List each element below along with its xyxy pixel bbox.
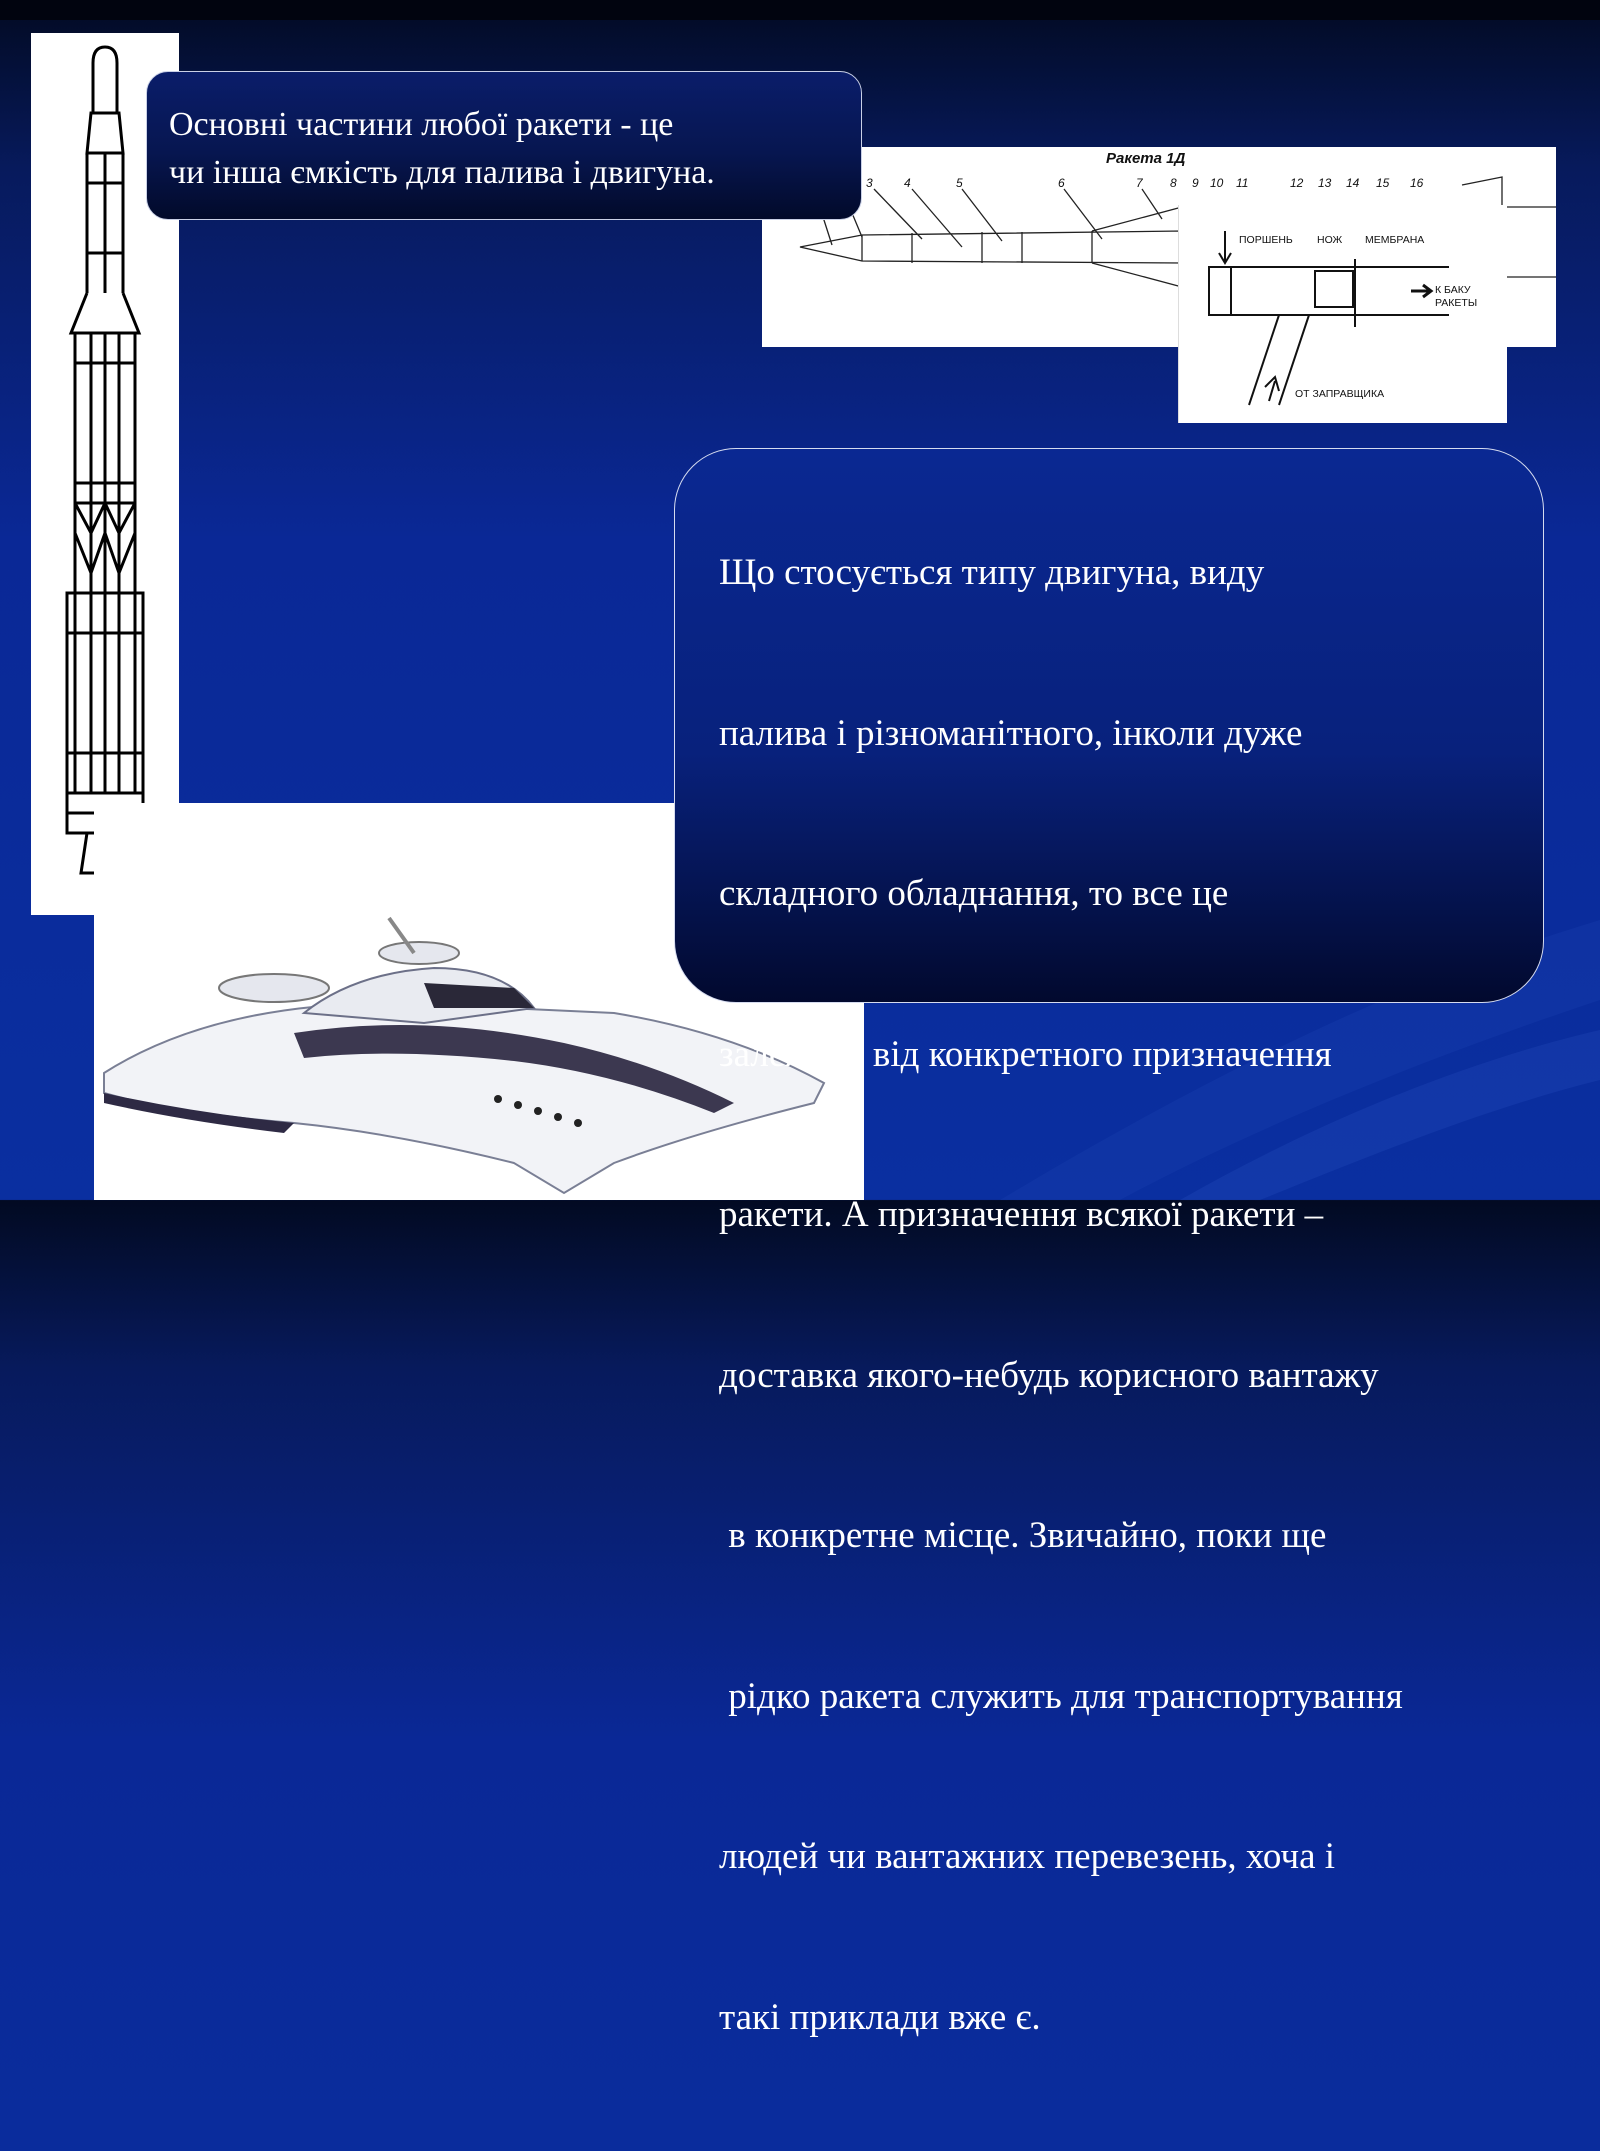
part-label: 4	[904, 176, 911, 190]
knife-label: НОЖ	[1317, 234, 1343, 246]
to-tank-label-2: РАКЕТЫ	[1435, 297, 1478, 309]
purpose-text	[719, 439, 1539, 2151]
valve-schematic	[1209, 231, 1449, 405]
membrane-label: МЕМБРАНА	[1365, 234, 1425, 246]
intro-callout	[146, 71, 862, 220]
part-number-labels	[806, 176, 1424, 190]
purpose-line: в конкретне місце. Звичайно, поки ще	[719, 1515, 1327, 1556]
purpose-line: людей чи вантажних перевезень, хоча і	[719, 1836, 1336, 1877]
part-label: 10	[1210, 176, 1224, 190]
part-label: 13	[1318, 176, 1332, 190]
part-label: 16	[1410, 176, 1424, 190]
purpose-callout	[674, 448, 1544, 2038]
purpose-line: доставка якого-небудь корисного вантажу	[719, 1354, 1379, 1396]
purpose-line: ракети. А призначення всякої ракети –	[719, 1194, 1324, 1235]
intro-line-1: Основні частини любої ракети - це	[169, 106, 674, 143]
diagram-title: Ракета 1Д	[1106, 150, 1186, 167]
intro-line-2: чи інша ємкість для палива і двигуна.	[169, 154, 715, 191]
part-label: 5	[956, 176, 963, 190]
from-refueler-label: ОТ ЗАПРАВЩИКА	[1295, 388, 1385, 400]
part-label: 8	[1170, 176, 1177, 190]
fuel-valve-inset	[1178, 205, 1507, 423]
part-label: 7	[1136, 176, 1143, 190]
part-label: 3	[866, 176, 873, 190]
purpose-line: такі приклади вже є.	[719, 1996, 1041, 2038]
part-label: 15	[1376, 176, 1390, 190]
part-label: 6	[1058, 176, 1065, 190]
to-tank-label: К БАКУ	[1435, 284, 1471, 296]
part-label: 11	[1236, 176, 1249, 190]
purpose-line: Що стосується типу двигуна, виду	[719, 552, 1265, 593]
part-label: 14	[1346, 176, 1360, 190]
purpose-line: палива і різноманітного, інколи дуже	[719, 712, 1303, 754]
purpose-line: залежить від конкретного призначення	[719, 1033, 1332, 1075]
purpose-line: рідко ракета служить для транспортування	[719, 1675, 1403, 1717]
piston-label: ПОРШЕНЬ	[1239, 234, 1293, 246]
part-label: 12	[1290, 176, 1304, 190]
part-label: 9	[1192, 176, 1199, 190]
purpose-line: складного обладнання, то все це	[719, 873, 1229, 914]
